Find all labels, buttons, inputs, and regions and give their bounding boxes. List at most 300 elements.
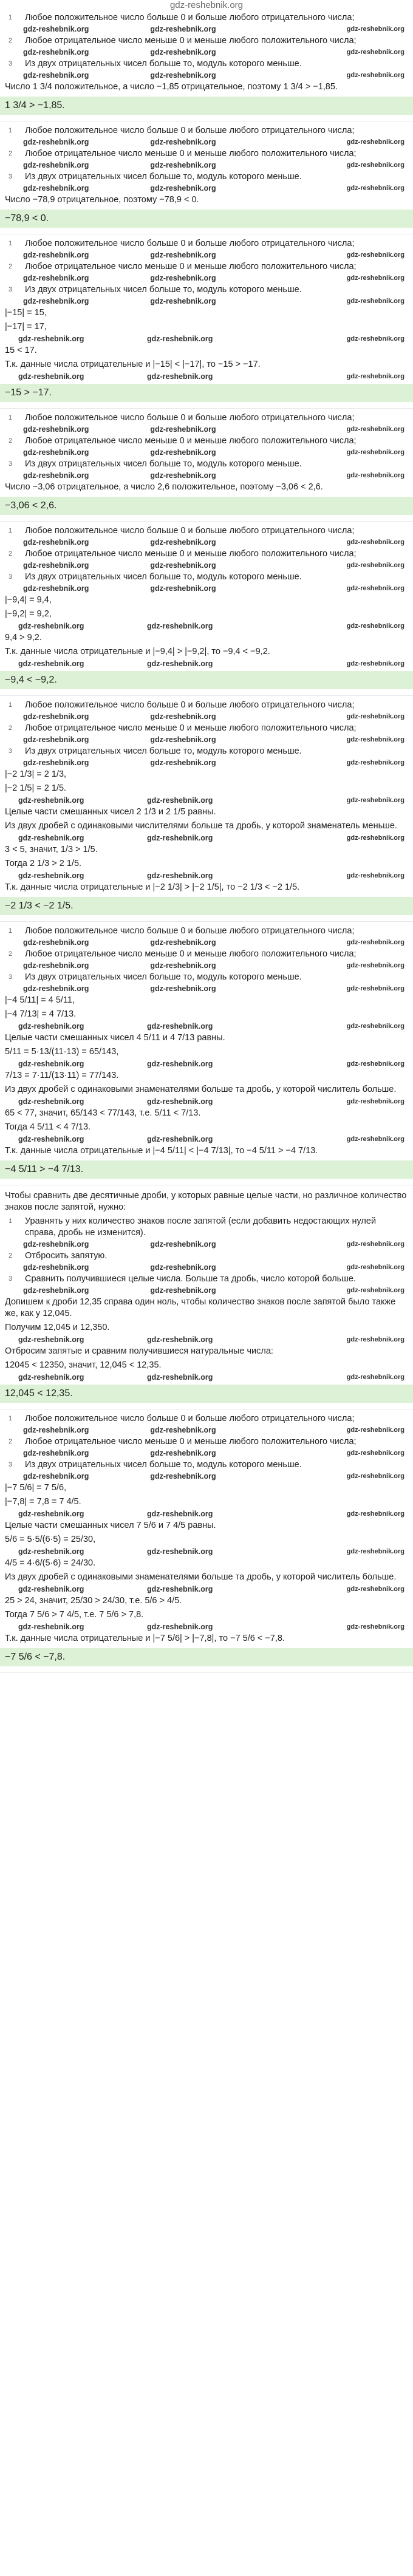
watermark-row (5, 938, 413, 947)
watermark-text: gdz-reshebnik.org (150, 425, 216, 434)
rule-number: 2 (9, 150, 13, 157)
rule-number: 3 (9, 1461, 13, 1468)
watermark-text: gdz-reshebnik.org (150, 735, 216, 744)
watermark-text: gdz-reshebnik.org (23, 425, 89, 434)
rule-number: 2 (9, 1438, 13, 1445)
rule-number: 1 (9, 240, 13, 247)
solution-block (0, 1189, 413, 1409)
watermark-text: gdz-reshebnik.org (346, 1241, 404, 1248)
watermark-row (5, 250, 413, 260)
watermark-text: gdz-reshebnik.org (147, 834, 213, 842)
watermark-row (0, 833, 413, 843)
watermark-row (0, 1021, 413, 1031)
watermark-row (0, 1509, 413, 1519)
watermark-text: gdz-reshebnik.org (346, 335, 404, 342)
watermark-text: gdz-reshebnik.org (23, 1240, 89, 1249)
rules-list (0, 1413, 413, 1481)
watermark-text: gdz-reshebnik.org (346, 373, 404, 380)
solution-line: Тогда 7 5/6 > 7 4/5, т.е. 7 5/6 > 7,8. (5, 1610, 144, 1620)
watermark-text: gdz-reshebnik.org (23, 961, 89, 970)
rule-item (5, 261, 413, 273)
answer-highlight: −78,9 < 0. (0, 210, 413, 228)
watermark-text: gdz-reshebnik.org (346, 539, 404, 546)
solution-line: Т.к. данные числа отрицательные и |−9,4| > |−9,2|, то −9,4 < −9,2. (5, 647, 270, 656)
rule-number: 3 (9, 60, 13, 67)
watermark-text: gdz-reshebnik.org (150, 538, 216, 547)
solution-line: 12045 < 12350, значит, 12,045 < 12,35. (5, 1360, 162, 1370)
solution-line: 15 < 17. (5, 346, 37, 355)
watermark-text: gdz-reshebnik.org (346, 1473, 404, 1480)
solution-line: |−4 5/11| = 4 5/11, (5, 995, 75, 1005)
solution-block (0, 12, 413, 121)
watermark-text: gdz-reshebnik.org (150, 961, 216, 970)
rule-text: Из двух отрицательных чисел больше то, модуль которого меньше. (25, 459, 302, 469)
watermark-text: gdz-reshebnik.org (346, 185, 404, 192)
watermark-text: gdz-reshebnik.org (346, 49, 404, 56)
watermark-text: gdz-reshebnik.org (23, 1426, 89, 1434)
rule-item (5, 458, 413, 470)
solution-line: |−2 1/5| = 2 1/5. (5, 783, 67, 793)
solution-line: Отбросим запятые и сравним получившиеся натуральные числа: (5, 1346, 273, 1356)
watermark-text: gdz-reshebnik.org (346, 834, 404, 842)
watermark-text: gdz-reshebnik.org (346, 1336, 404, 1343)
rule-text: Любое отрицательное число меньше 0 и меньше любого положительного числа; (25, 949, 357, 959)
rule-number: 1 (9, 527, 13, 534)
watermark-row (5, 1425, 413, 1435)
answer-highlight: −2 1/3 < −2 1/5. (0, 897, 413, 915)
watermark-text: gdz-reshebnik.org (18, 622, 84, 630)
watermark-text: gdz-reshebnik.org (150, 161, 216, 169)
watermark-text: gdz-reshebnik.org (346, 622, 404, 630)
rule-item (5, 1459, 413, 1471)
rule-item (5, 35, 413, 47)
watermark-row (5, 984, 413, 993)
rule-item (5, 548, 413, 560)
watermark-text: gdz-reshebnik.org (18, 1022, 84, 1031)
watermark-text: gdz-reshebnik.org (346, 1098, 404, 1105)
rule-number: 3 (9, 173, 13, 180)
watermark-text: gdz-reshebnik.org (18, 659, 84, 668)
rule-item (5, 571, 413, 583)
watermark-text: gdz-reshebnik.org (23, 161, 89, 169)
rule-text: Из двух отрицательных чисел больше то, модуль которого меньше. (25, 746, 302, 756)
watermark-text: gdz-reshebnik.org (18, 1510, 84, 1518)
solution-line: Число −3,06 отрицательное, а число 2,6 положительное, поэтому −3,06 < 2,6. (5, 482, 323, 492)
watermark-text: gdz-reshebnik.org (150, 1449, 216, 1457)
watermark-text: gdz-reshebnik.org (147, 335, 213, 343)
watermark-text: gdz-reshebnik.org (346, 138, 404, 146)
rule-number: 3 (9, 460, 13, 468)
watermark-text: gdz-reshebnik.org (23, 274, 89, 282)
watermark-text: gdz-reshebnik.org (346, 1023, 404, 1030)
watermark-row (5, 448, 413, 457)
rule-item (5, 1436, 413, 1448)
solution-line: Допишем к дроби 12,35 справа один ноль, чтобы количество знаков после запятой было также же, как у 12,045. (5, 1297, 396, 1318)
watermark-text: gdz-reshebnik.org (147, 1060, 213, 1068)
watermark-row (0, 1335, 413, 1344)
rule-text: Любое отрицательное число меньше 0 и меньше любого положительного числа; (25, 36, 357, 46)
watermark-text: gdz-reshebnik.org (346, 162, 404, 169)
rules-list (0, 412, 413, 480)
watermark-text: gdz-reshebnik.org (150, 1426, 216, 1434)
watermark-row (5, 47, 413, 57)
watermark-text: gdz-reshebnik.org (346, 1374, 404, 1381)
watermark-text: gdz-reshebnik.org (23, 184, 89, 193)
rule-item (5, 746, 413, 757)
solution-line: Т.к. данные числа отрицательные и |−4 5/11| < |−4 7/13|, то −4 5/11 > −4 7/13. (5, 1146, 318, 1156)
solution-line: Целые части смешанных чисел 7 5/6 и 7 4/5 равны. (5, 1521, 216, 1530)
rule-number: 2 (9, 37, 13, 44)
watermark-text: gdz-reshebnik.org (150, 758, 216, 767)
watermark-text: gdz-reshebnik.org (23, 712, 89, 721)
rule-item (5, 12, 413, 24)
watermark-row (5, 1239, 413, 1249)
solution-block (0, 238, 413, 409)
watermark-row (0, 871, 413, 881)
answer-highlight: −9,4 < −9,2. (0, 671, 413, 689)
watermark-text: gdz-reshebnik.org (150, 448, 216, 457)
watermark-text: gdz-reshebnik.org (346, 1450, 404, 1457)
watermark-text: gdz-reshebnik.org (346, 562, 404, 569)
solution-block (0, 700, 413, 922)
rule-item (5, 58, 413, 70)
watermark-text: gdz-reshebnik.org (18, 834, 84, 842)
watermark-text: gdz-reshebnik.org (150, 938, 216, 947)
rules-list (0, 238, 413, 306)
watermark-text: gdz-reshebnik.org (346, 449, 404, 456)
watermark-text: gdz-reshebnik.org (147, 659, 213, 668)
answer-highlight: −4 5/11 > −4 7/13. (0, 1160, 413, 1179)
watermark-text: gdz-reshebnik.org (147, 1373, 213, 1382)
watermark-text: gdz-reshebnik.org (346, 585, 404, 592)
watermark-text: gdz-reshebnik.org (346, 660, 404, 667)
site-header: gdz-reshebnik.org (169, 0, 244, 10)
rule-text: Из двух отрицательных чисел больше то, модуль которого меньше. (25, 172, 302, 182)
solution-line: Тогда 2 1/3 > 2 1/5. (5, 859, 82, 868)
solution-line: Из двух дробей с одинаковыми знаменателями больше та дробь, у которой числитель больше. (5, 1572, 397, 1582)
rule-text: Любое отрицательное число меньше 0 и меньше любого положительного числа; (25, 149, 357, 158)
solution-line: Число 1 3/4 положительное, а число −1,85 отрицательное, поэтому 1 3/4 > −1,85. (5, 82, 338, 92)
watermark-text: gdz-reshebnik.org (23, 938, 89, 947)
solution-line: |−2 1/3| = 2 1/3, (5, 769, 67, 779)
solution-line: |−15| = 15, (5, 308, 47, 318)
watermark-text: gdz-reshebnik.org (18, 1547, 84, 1556)
watermark-text: gdz-reshebnik.org (18, 1097, 84, 1106)
watermark-row (5, 537, 413, 547)
watermark-row (5, 471, 413, 480)
watermark-text: gdz-reshebnik.org (346, 472, 404, 479)
rule-text: Любое положительное число больше 0 и больше любого отрицательного числа; (25, 126, 355, 135)
rule-text: Любое отрицательное число меньше 0 и меньше любого положительного числа; (25, 549, 357, 559)
watermark-row (0, 621, 413, 631)
watermark-text: gdz-reshebnik.org (147, 796, 213, 805)
watermark-text: gdz-reshebnik.org (150, 1240, 216, 1249)
watermark-row (0, 1622, 413, 1632)
solution-line: 5/6 = 5·5/(6·5) = 25/30, (5, 1535, 96, 1544)
watermark-text: gdz-reshebnik.org (147, 871, 213, 880)
watermark-text: gdz-reshebnik.org (346, 797, 404, 804)
rule-number: 2 (9, 724, 13, 732)
rule-text: Любое положительное число больше 0 и больше любого отрицательного числа; (25, 13, 355, 22)
watermark-text: gdz-reshebnik.org (346, 1510, 404, 1518)
watermark-text: gdz-reshebnik.org (346, 872, 404, 879)
watermark-text: gdz-reshebnik.org (346, 759, 404, 766)
watermark-text: gdz-reshebnik.org (346, 1548, 404, 1555)
solution-line: Т.к. данные числа отрицательные и |−15| < |−17|, то −15 > −17. (5, 359, 261, 369)
watermark-text: gdz-reshebnik.org (18, 1373, 84, 1382)
watermark-text: gdz-reshebnik.org (18, 871, 84, 880)
rule-number: 1 (9, 127, 13, 134)
watermark-row (0, 1584, 413, 1594)
watermark-text: gdz-reshebnik.org (23, 1472, 89, 1481)
rule-number: 2 (9, 550, 13, 557)
watermark-text: gdz-reshebnik.org (150, 251, 216, 259)
solution-line: |−7,8| = 7,8 = 7 4/5. (5, 1497, 81, 1507)
watermark-row (5, 1262, 413, 1272)
solution-line: 4/5 = 4·6/(5·6) = 24/30. (5, 1558, 96, 1568)
watermark-text: gdz-reshebnik.org (18, 372, 84, 381)
watermark-text: gdz-reshebnik.org (23, 448, 89, 457)
watermark-text: gdz-reshebnik.org (18, 1135, 84, 1143)
solution-block (0, 525, 413, 696)
watermark-text: gdz-reshebnik.org (23, 138, 89, 146)
watermark-text: gdz-reshebnik.org (346, 1586, 404, 1593)
watermark-text: gdz-reshebnik.org (147, 1623, 213, 1631)
rule-item (5, 125, 413, 137)
rule-text: Любое положительное число больше 0 и больше любого отрицательного числа; (25, 926, 355, 936)
rule-text: Сравнить получившиеся целые числа. Больше та дробь, число которой больше. (25, 1274, 356, 1284)
solution-line: |−9,2| = 9,2, (5, 609, 52, 619)
watermark-text: gdz-reshebnik.org (346, 713, 404, 720)
rule-text: Любое положительное число больше 0 и больше любого отрицательного числа; (25, 1414, 355, 1423)
solution-block (0, 125, 413, 234)
watermark-row (5, 961, 413, 970)
rules-list (0, 1216, 413, 1295)
watermark-text: gdz-reshebnik.org (23, 584, 89, 593)
rules-list (0, 700, 413, 768)
solution-line: Тогда 4 5/11 < 4 7/13. (5, 1122, 91, 1132)
solution-line: |−9,4| = 9,4, (5, 595, 52, 605)
solution-line: 65 < 77, значит, 65/143 < 77/143, т.е. 5/11 < 7/13. (5, 1108, 201, 1118)
rule-text: Любое отрицательное число меньше 0 и меньше любого положительного числа; (25, 436, 357, 446)
rule-item (5, 171, 413, 183)
rule-number: 2 (9, 263, 13, 270)
watermark-text: gdz-reshebnik.org (18, 1585, 84, 1593)
rule-number: 2 (9, 1252, 13, 1259)
watermark-row (5, 70, 413, 80)
watermark-text: gdz-reshebnik.org (18, 1623, 84, 1631)
watermark-row (0, 1547, 413, 1556)
solution-line: |−4 7/13| = 4 7/13. (5, 1009, 77, 1019)
rules-list (0, 525, 413, 593)
watermark-text: gdz-reshebnik.org (18, 335, 84, 343)
rule-text: Из двух отрицательных чисел больше то, модуль которого меньше. (25, 285, 302, 295)
rule-text: Из двух отрицательных чисел больше то, модуль которого меньше. (25, 572, 302, 582)
watermark-text: gdz-reshebnik.org (150, 1286, 216, 1295)
rule-text: Отбросить запятую. (25, 1251, 108, 1261)
solution-line: Из двух дробей с одинаковыми знаменателями больше та дробь, у которой числитель больше. (5, 1085, 397, 1094)
watermark-text: gdz-reshebnik.org (23, 297, 89, 305)
watermark-row (0, 1097, 413, 1106)
watermark-text: gdz-reshebnik.org (346, 251, 404, 259)
rule-number: 1 (9, 701, 13, 709)
watermark-text: gdz-reshebnik.org (150, 138, 216, 146)
watermark-text: gdz-reshebnik.org (23, 48, 89, 56)
watermark-text: gdz-reshebnik.org (23, 25, 89, 33)
rule-text: Любое положительное число больше 0 и больше любого отрицательного числа; (25, 413, 355, 423)
watermark-row (5, 584, 413, 593)
watermark-text: gdz-reshebnik.org (150, 584, 216, 593)
rule-item (5, 1250, 413, 1262)
watermark-text: gdz-reshebnik.org (147, 1585, 213, 1593)
solution-line: 3 < 5, значит, 1/3 > 1/5. (5, 845, 98, 854)
rule-item (5, 238, 413, 250)
watermark-row (0, 1372, 413, 1382)
rule-item (5, 1413, 413, 1425)
rule-text: Любое отрицательное число меньше 0 и меньше любого положительного числа; (25, 1437, 357, 1446)
watermark-text: gdz-reshebnik.org (346, 1426, 404, 1434)
watermark-row (5, 273, 413, 283)
answer-highlight: −15 > −17. (0, 384, 413, 402)
rule-item (5, 525, 413, 537)
rules-list (0, 12, 413, 80)
rule-item (5, 412, 413, 424)
rule-number: 2 (9, 950, 13, 958)
solution-content (0, 12, 413, 1673)
rules-list (0, 125, 413, 193)
watermark-text: gdz-reshebnik.org (346, 1264, 404, 1271)
watermark-text: gdz-reshebnik.org (346, 274, 404, 282)
rule-text: Любое отрицательное число меньше 0 и меньше любого положительного числа; (25, 262, 357, 271)
answer-highlight: −7 5/6 < −7,8. (0, 1648, 413, 1666)
rule-item (5, 972, 413, 983)
watermark-text: gdz-reshebnik.org (346, 298, 404, 305)
rule-text: Любое положительное число больше 0 и больше любого отрицательного числа; (25, 526, 355, 536)
watermark-text: gdz-reshebnik.org (150, 984, 216, 993)
watermark-row (5, 561, 413, 570)
watermark-text: gdz-reshebnik.org (346, 736, 404, 743)
watermark-row (5, 712, 413, 721)
rule-number: 3 (9, 1275, 13, 1283)
watermark-text: gdz-reshebnik.org (150, 71, 216, 80)
solution-block (0, 1413, 413, 1673)
rule-item (5, 284, 413, 296)
watermark-text: gdz-reshebnik.org (23, 984, 89, 993)
watermark-text: gdz-reshebnik.org (150, 274, 216, 282)
rule-item (5, 949, 413, 960)
rule-text: Из двух отрицательных чисел больше то, модуль которого меньше. (25, 59, 302, 69)
watermark-text: gdz-reshebnik.org (346, 26, 404, 33)
rule-item (5, 700, 413, 711)
watermark-text: gdz-reshebnik.org (23, 758, 89, 767)
solution-line: Целые части смешанных чисел 2 1/3 и 2 1/5 равны. (5, 807, 216, 817)
watermark-text: gdz-reshebnik.org (147, 1097, 213, 1106)
intro-text: Чтобы сравнить две десятичные дроби, у которых равные целые части, но различное количество знаков после запятой, нужно: (5, 1191, 407, 1212)
watermark-row (0, 334, 413, 344)
watermark-text: gdz-reshebnik.org (150, 184, 216, 193)
watermark-text: gdz-reshebnik.org (18, 1060, 84, 1068)
watermark-text: gdz-reshebnik.org (23, 1449, 89, 1457)
watermark-text: gdz-reshebnik.org (150, 712, 216, 721)
watermark-row (5, 735, 413, 745)
rule-number: 1 (9, 1415, 13, 1422)
solution-line: Т.к. данные числа отрицательные и |−2 1/3| > |−2 1/5|, то −2 1/3 < −2 1/5. (5, 882, 300, 892)
solution-line: Число −78,9 отрицательное, поэтому −78,9 < 0. (5, 195, 199, 205)
rule-number: 1 (9, 927, 13, 935)
rule-item (5, 148, 413, 160)
rule-text: Уравнять у них количество знаков после запятой (если добавить недостающих нулей справа, дробь не изменится). (25, 1216, 377, 1238)
solution-line: 5/11 = 5·13/(11·13) = 65/143, (5, 1047, 119, 1057)
watermark-text: gdz-reshebnik.org (147, 1022, 213, 1031)
solution-line: 7/13 = 7·11/(13·11) = 77/143. (5, 1071, 119, 1080)
solution-line: Получим 12,045 и 12,350. (5, 1323, 110, 1332)
watermark-row (5, 24, 413, 34)
watermark-text: gdz-reshebnik.org (346, 1287, 404, 1294)
solution-block (0, 412, 413, 522)
answer-highlight: 1 3/4 > −1,85. (0, 97, 413, 115)
watermark-row (5, 183, 413, 193)
watermark-text: gdz-reshebnik.org (147, 1135, 213, 1143)
rule-item (5, 1273, 413, 1285)
solution-line: 25 > 24, значит, 25/30 > 24/30, т.е. 5/6 > 4/5. (5, 1596, 182, 1606)
watermark-text: gdz-reshebnik.org (346, 1060, 404, 1068)
watermark-row (5, 1471, 413, 1481)
rule-number: 2 (9, 437, 13, 445)
watermark-text: gdz-reshebnik.org (150, 297, 216, 305)
rule-text: Любое отрицательное число меньше 0 и меньше любого положительного числа; (25, 723, 357, 733)
watermark-row (5, 1286, 413, 1295)
watermark-text: gdz-reshebnik.org (150, 1472, 216, 1481)
watermark-row (5, 160, 413, 170)
solution-line: |−7 5/6| = 7 5/6, (5, 1483, 67, 1493)
rules-list (0, 925, 413, 993)
watermark-text: gdz-reshebnik.org (150, 471, 216, 480)
watermark-text: gdz-reshebnik.org (150, 48, 216, 56)
watermark-text: gdz-reshebnik.org (150, 561, 216, 570)
watermark-text: gdz-reshebnik.org (23, 735, 89, 744)
watermark-text: gdz-reshebnik.org (147, 622, 213, 630)
watermark-text: gdz-reshebnik.org (23, 471, 89, 480)
rule-number: 3 (9, 286, 13, 293)
watermark-row (5, 1448, 413, 1458)
watermark-text: gdz-reshebnik.org (150, 1263, 216, 1272)
rule-item (5, 1216, 413, 1239)
watermark-text: gdz-reshebnik.org (346, 1623, 404, 1630)
watermark-text: gdz-reshebnik.org (23, 71, 89, 80)
watermark-text: gdz-reshebnik.org (147, 1547, 213, 1556)
rule-item (5, 435, 413, 447)
rule-number: 1 (9, 1218, 13, 1225)
rule-text: Из двух отрицательных чисел больше то, модуль которого меньше. (25, 1460, 302, 1470)
rule-item (5, 925, 413, 937)
rule-item (5, 723, 413, 734)
watermark-row (5, 758, 413, 768)
solution-line: 9,4 > 9,2. (5, 633, 42, 642)
watermark-text: gdz-reshebnik.org (147, 1335, 213, 1344)
watermark-text: gdz-reshebnik.org (150, 25, 216, 33)
answer-highlight: 12,045 < 12,35. (0, 1385, 413, 1403)
rule-number: 3 (9, 748, 13, 755)
watermark-row (5, 296, 413, 306)
watermark-text: gdz-reshebnik.org (23, 251, 89, 259)
answer-highlight: −3,06 < 2,6. (0, 497, 413, 515)
watermark-text: gdz-reshebnik.org (23, 561, 89, 570)
watermark-row (0, 372, 413, 381)
rule-number: 1 (9, 414, 13, 421)
watermark-text: gdz-reshebnik.org (18, 1335, 84, 1344)
watermark-row (0, 796, 413, 805)
solution-line: Из двух дробей с одинаковыми числителями больше та дробь, у которой знаменатель меньше. (5, 821, 397, 831)
